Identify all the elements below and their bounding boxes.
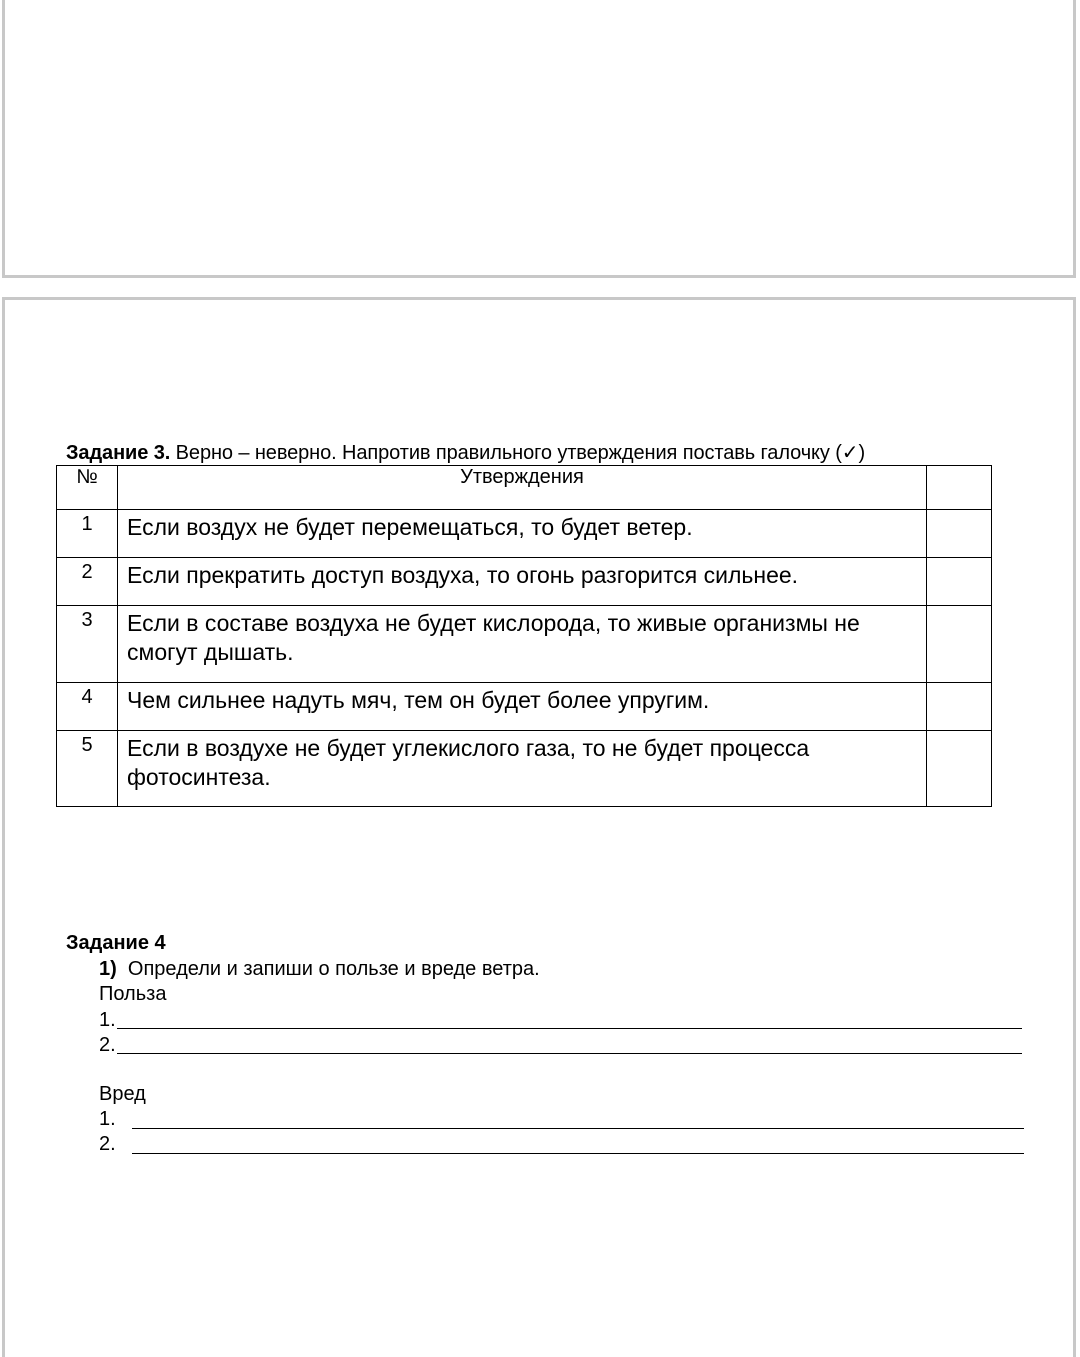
task4-question-number: 1) (99, 958, 117, 980)
row-number: 5 (57, 731, 118, 807)
row-number: 1 (57, 510, 118, 558)
task4-section (66, 932, 166, 955)
benefit-label: Польза (99, 983, 167, 1005)
previous-page (2, 0, 1076, 278)
task4-question-text: Определи и запиши о пользе и вреде ветра. (127, 958, 540, 980)
table-row (57, 558, 992, 606)
harm-answer-line-1[interactable] (132, 1128, 1024, 1129)
table-row (57, 510, 992, 558)
row-statement: Если в воздухе не будет углекислого газа, то не будет процесса фотосинтеза. (118, 731, 927, 807)
statements-table (56, 465, 992, 807)
benefit-item-2-number: 2. (99, 1034, 116, 1056)
row-statement: Если прекратить доступ воздуха, то огонь разгорится сильнее. (118, 558, 927, 606)
row-statement: Если воздух не будет перемещаться, то будет ветер. (118, 510, 927, 558)
row-check-cell[interactable] (927, 558, 992, 606)
row-number: 2 (57, 558, 118, 606)
header-statements: Утверждения (118, 466, 927, 510)
task3-title (66, 440, 865, 465)
table-header-row (57, 466, 992, 510)
row-check-cell[interactable] (927, 731, 992, 807)
table-row (57, 731, 992, 807)
row-check-cell[interactable] (927, 510, 992, 558)
table-row (57, 606, 992, 683)
row-number: 4 (57, 683, 118, 731)
benefit-item-1-number: 1. (99, 1009, 116, 1031)
benefit-answer-line-1[interactable] (117, 1028, 1022, 1029)
harm-item-2-number: 2. (99, 1133, 116, 1155)
row-statement: Чем сильнее надуть мяч, тем он будет более упругим. (118, 683, 927, 731)
row-check-cell[interactable] (927, 606, 992, 683)
harm-label: Вред (99, 1083, 146, 1105)
header-check (927, 466, 992, 510)
row-number: 3 (57, 606, 118, 683)
header-num: № (57, 466, 118, 510)
table-row (57, 683, 992, 731)
task3-title-text: Верно – неверно. Напротив правильного утверждения поставь галочку (✓) (170, 442, 866, 464)
task4-title: Задание 4 (66, 932, 166, 954)
harm-item-1-number: 1. (99, 1108, 116, 1130)
harm-answer-line-2[interactable] (132, 1153, 1024, 1154)
task4-question (99, 958, 540, 981)
benefit-answer-line-2[interactable] (117, 1053, 1022, 1054)
row-check-cell[interactable] (927, 683, 992, 731)
row-statement: Если в составе воздуха не будет кислорода, то живые организмы не смогут дышать. (118, 606, 927, 683)
task3-title-bold: Задание 3. (66, 442, 171, 464)
